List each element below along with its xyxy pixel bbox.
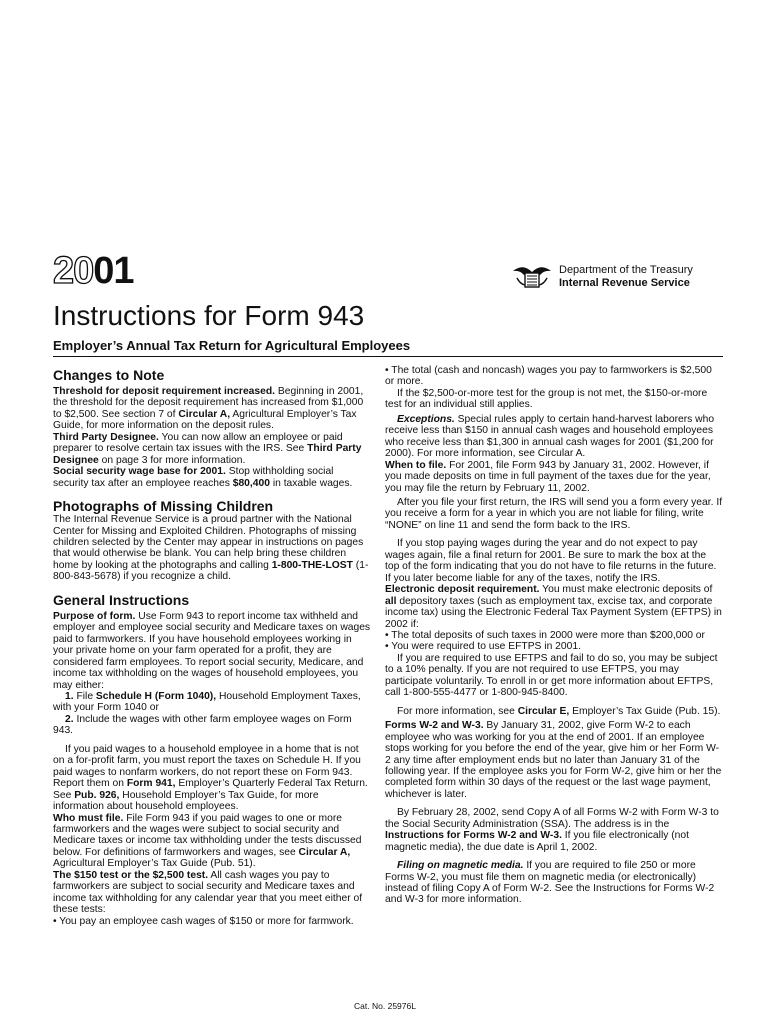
paragraph-wage-base: Social security wage base for 2001. Stop withholding social security tax after an employee reaches $80,400 in taxable wages. xyxy=(53,466,353,489)
title-rule xyxy=(53,356,723,357)
paragraph-when-to-file: When to file. For 2001, file Form 943 by January 31, 2002. However, if you made deposits on time in full payment of the taxes due for the year, you may file the return by February 11, 2002. xyxy=(385,459,711,494)
paragraph-exceptions: Exceptions. Special rules apply to certain hand-harvest laborers who receive less than $150 in annual cash wages and household employees who receive less than $1,300 in annual cash wages for 2001 ($1,200 for 2000). For more information, see Circular A. xyxy=(385,413,715,460)
page-title: Instructions for Form 943 xyxy=(53,300,365,331)
paragraph-copy-a: By February 28, 2002, send Copy A of all Forms W-2 with Form W-3 to the Social Security Administration (SSA). The address is in the Instructions for Forms W-2 and W-3. If you file electronically (not magnetic media), the due date is April 1, 2002. xyxy=(385,807,719,853)
right-column xyxy=(385,365,723,906)
paragraph-eftps-penalty: If you are required to use EFTPS and fail to do so, you may be subject to a 10% penalty. If you are not required to use EFTPS, you may participate voluntarily. To enroll in or get more information about EFTPS, call 1-800-555-4477 or 1-800-945-8400. xyxy=(385,652,718,699)
paragraph-household: If you paid wages to a household employee in a home that is not on a for-profit farm, you must report the taxes on Schedule H. If you paid wages to nonfarm workers, do not report these on Form 943. Report them on Form 941, Employer’s Quarterly Federal Tax Return. See Pub. 926, Household Employer’s Tax Guide, for more information about household employees. xyxy=(53,743,368,813)
paragraph-final-return: If you stop paying wages during the year and do not expect to pay wages again, file a final return for 2001. Be sure to mark the box at the top of the form indicating that you do not have to file returns in the future. If you later become liable for any of the taxes, notify the IRS. xyxy=(385,538,717,584)
paragraph-group-test: If the $2,500-or-more test for the group is not met, the $150-or-more test for an individual still applies. xyxy=(385,387,708,411)
irs-eagle-logo-icon xyxy=(511,262,553,290)
bullet-2500-test: • The total (cash and noncash) wages you pay to farmworkers is $2,500 or more. xyxy=(385,365,712,388)
paragraph-electronic-deposit: Electronic deposit requirement. You must make electronic deposits of all depository taxes (such as employment tax, excise tax, and corporate income tax) using the Electronic Federal Tax Payment System (EFTPS) in 2002 if: xyxy=(385,584,722,630)
paragraph-tests: The $150 test or the $2,500 test. All cash wages you pay to farmworkers are subject to social security and Medicare taxes and income tax withholding for any calendar year that you meet either of these tests: xyxy=(53,869,363,916)
section-heading-changes: Changes to Note xyxy=(53,367,165,383)
paragraph-purpose: Purpose of form. Use Form 943 to report income tax withheld and employer and employee social security and Medicare taxes on wages paid to farmworkers. If you have household employees working in your private home on your farm operated for a profit, they are considered farm employees. To report social security, Medicare, and income tax withholding on the wages of household employees, you may either: xyxy=(53,610,371,691)
department-label: Department of the Treasury xyxy=(559,264,693,276)
paragraph-circular-e: For more information, see Circular E, Employer’s Tax Guide (Pub. 15). xyxy=(397,705,721,717)
form-year: 2001 xyxy=(53,250,134,292)
bullet-eftps-2001: • You were required to use EFTPS in 2001. xyxy=(385,641,581,653)
paragraph-missing-children: The Internal Revenue Service is a proud partner with the National Center for Missing and Exploited Children. Photographs of missing children selected by the Center may appear in instructions on pages that would otherwise be blank. You can help bring these children home by looking at the photographs and calling 1-800-THE-LOST (1-800-843-5678) if you recognize a child. xyxy=(53,514,369,583)
page-subtitle: Employer’s Annual Tax Return for Agricultural Employees xyxy=(53,338,411,353)
paragraph-deposit-threshold: Threshold for deposit requirement increased. Beginning in 2001, the threshold for the deposit requirement has increased from $1,000 to $2,500. See section 7 of Circular A, Agricultural Employer’s Tax Guide, for more information on the deposit rules. xyxy=(53,386,364,432)
paragraph-forms-w2-w3: Forms W-2 and W-3. By January 31, 2002, give Form W-2 to each employee who was working for you at the end of 2001. If an employee stops working for you before the end of the year, give him or her Form W-2 any time after employment ends but no later than January 31 of the following year. If the employee asks you for Form W-2, give him or her the completed form within 30 days of the request or the last wage payment, whichever is later. xyxy=(385,720,722,800)
agency-block xyxy=(511,262,721,292)
left-column xyxy=(53,367,371,927)
paragraph-magnetic-media: Filing on magnetic media. If you are required to file 250 or more Forms W-2, you must file them on magnetic media (or electronically) instead of filing Copy A of Form W-2. See the Instructions for Forms W-2 and W-3 for more information. xyxy=(385,860,715,906)
agency-name xyxy=(559,264,693,290)
paragraph-third-party: Third Party Designee. You can now allow an employee or paid preparer to resolve certain tax issues with the IRS. See Third Party Designee on page 3 for more information. xyxy=(53,431,362,466)
list-item-schedule-h: 1. File Schedule H (Form 1040), Household Employment Taxes, with your Form 1040 or xyxy=(53,690,361,714)
catalog-number: Cat. No. 25976L xyxy=(354,1001,416,1011)
irs-label: Internal Revenue Service xyxy=(559,277,690,289)
bullet-deposits-2000: • The total deposits of such taxes in 2000 were more than $200,000 or xyxy=(385,629,705,641)
section-heading-photos: Photographs of Missing Children xyxy=(53,498,274,515)
paragraph-who-must-file: Who must file. File Form 943 if you paid wages to one or more farmworkers and the wages were subject to social security and Medicare taxes or income tax withholding under the tests discussed below. For definitions of farmworkers and wages, see Circular A, Agricultural Employer’s Tax Guide (Pub. 51). xyxy=(53,812,362,870)
paragraph-first-return: After you file your first return, the IRS will send you a form every year. If you receive a form for a year in which you are not liable for filing, write “NONE” on line 11 and send the form back to the IRS. xyxy=(385,496,723,531)
list-item-include-wages: 2. Include the wages with other farm employee wages on Form 943. xyxy=(53,713,352,737)
section-heading-general: General Instructions xyxy=(53,591,190,608)
bullet-150-test: • You pay an employee cash wages of $150 or more for farmwork. xyxy=(53,915,354,927)
